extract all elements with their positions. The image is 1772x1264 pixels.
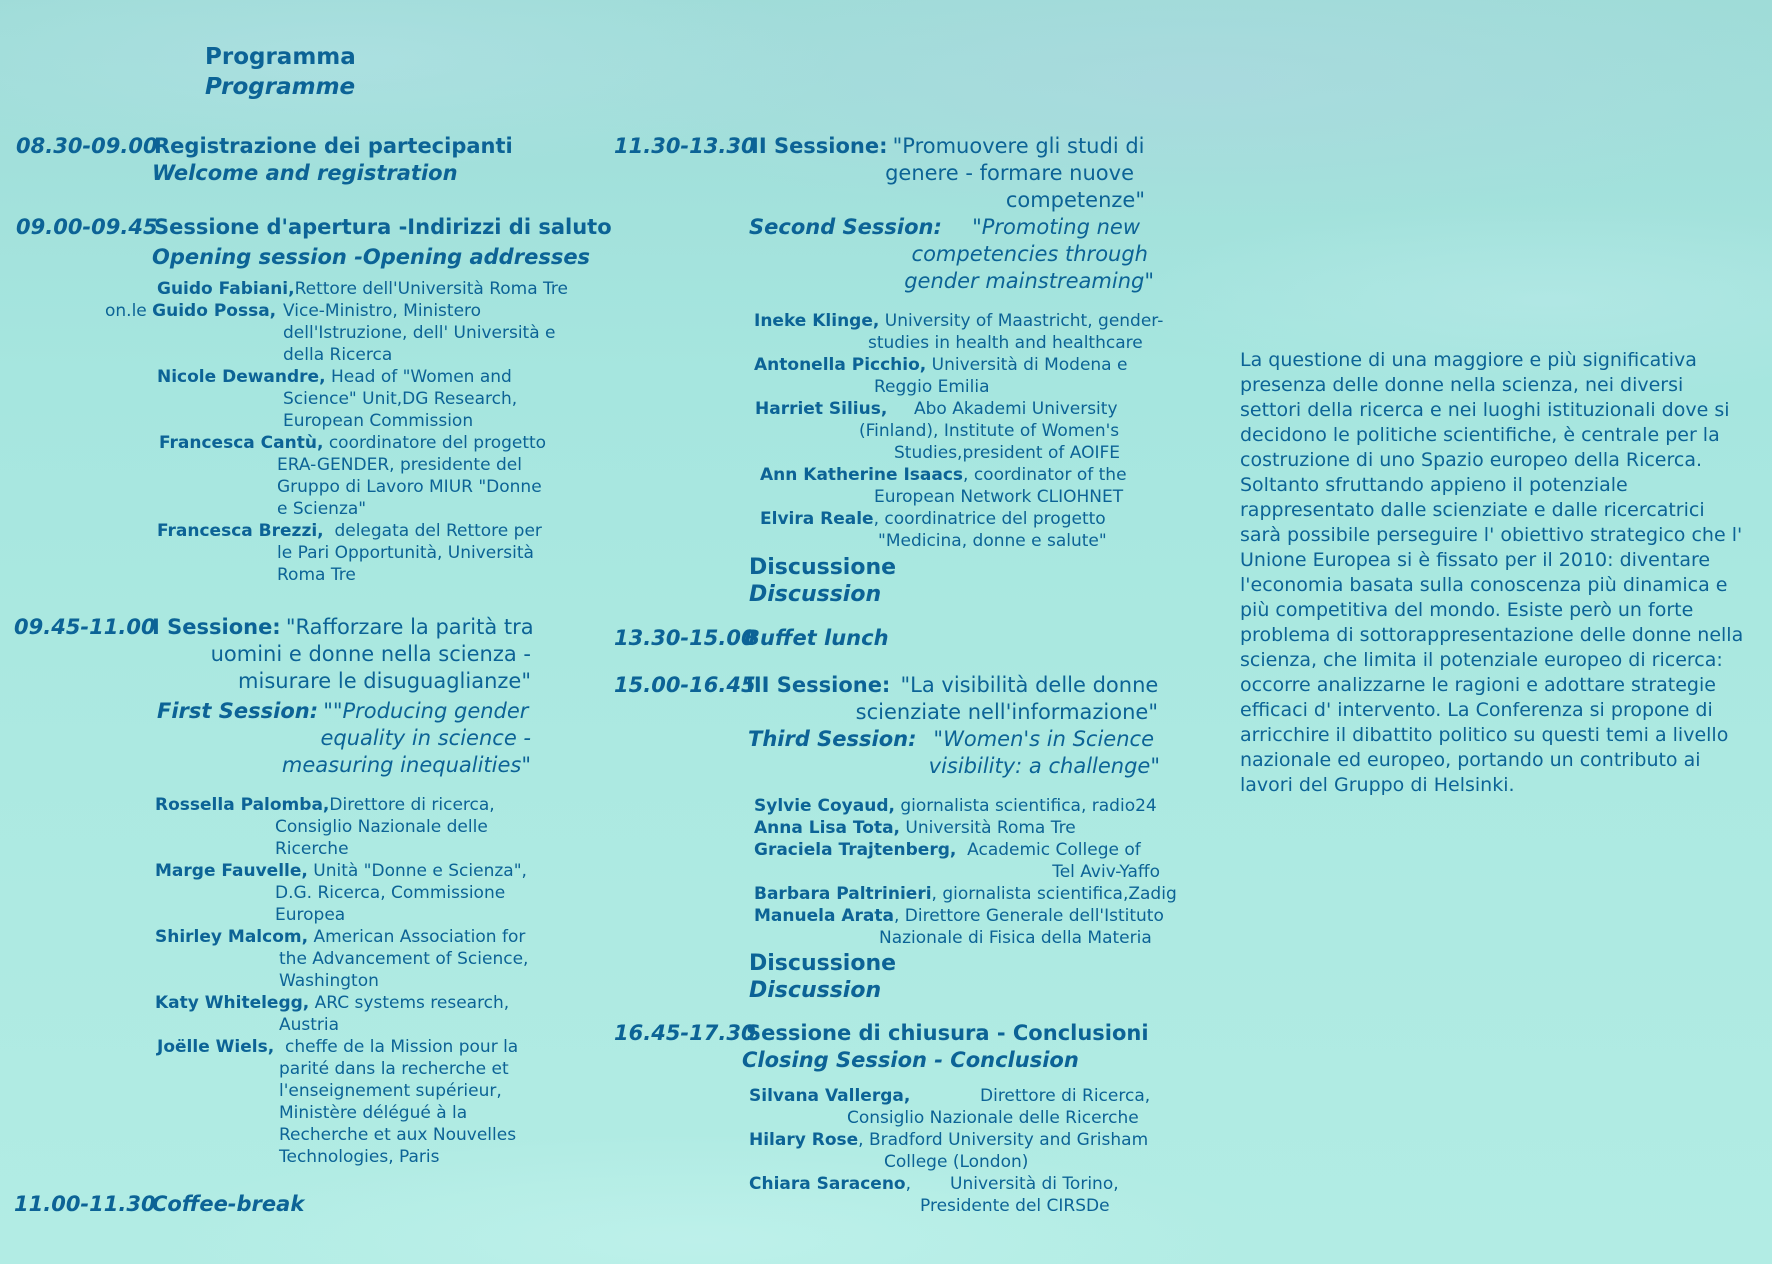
session-title-it-line: competenze" — [1005, 188, 1145, 212]
session-title-it-line: misurare le disuguaglianze" — [238, 669, 531, 693]
speaker-entry: on.le Guido Possa, — [105, 301, 277, 321]
speaker-entry: Barbara Paltrinieri, giornalista scientifica,Zadig — [754, 884, 1177, 904]
speaker-name: Joëlle Wiels, — [157, 1037, 275, 1057]
session-title-en: Closing Session - Conclusion — [742, 1048, 1079, 1072]
speaker-entry: Joëlle Wiels, cheffe de la Mission pour la — [157, 1037, 519, 1057]
session-heading-it — [746, 672, 1158, 699]
speaker-name: Francesca Brezzi, — [157, 521, 324, 541]
speaker-entry: Rossella Palomba,Direttore di ricerca, — [155, 795, 495, 815]
speaker-affiliation: (Finland), Institute of Women's — [859, 421, 1120, 441]
session-title-en-line: gender mainstreaming" — [904, 269, 1154, 293]
speaker-affiliation: Technologies, Paris — [279, 1147, 440, 1167]
session-label-it: I Sessione: — [152, 615, 281, 639]
speaker-affiliation: Washington — [279, 971, 379, 991]
speaker-affiliation: Roma Tre — [277, 565, 356, 585]
time-s5: 11.30-13.30 — [614, 134, 756, 158]
session-heading-it — [751, 133, 1145, 160]
speaker-affiliation: l'enseignement supérieur, — [279, 1081, 502, 1101]
speaker-affiliation: European Network CLIOHNET — [874, 487, 1124, 507]
speaker-name: Silvana Vallerga, — [749, 1086, 911, 1106]
speaker-affiliation: European Commission — [283, 411, 474, 431]
session-title-en: ""Producing gender — [323, 699, 529, 723]
session-label-en: First Session: — [157, 699, 319, 723]
session-label-it: III Sessione: — [746, 673, 891, 697]
speaker-entry: Shirley Malcom, American Association for — [155, 927, 526, 947]
speaker-name: Antonella Picchio, — [754, 355, 927, 375]
session-title-it-line: genere - formare nuove — [885, 161, 1134, 185]
session-title-it: "Promuovere gli studi di — [892, 134, 1145, 158]
speaker-entry: Ann Katherine Isaacs, coordinator of the — [760, 465, 1127, 485]
speaker-affiliation: e Scienza" — [277, 499, 367, 519]
speaker-name: Elvira Reale — [760, 509, 874, 529]
speaker-affiliation: the Advancement of Science, — [279, 949, 529, 969]
speaker-affiliation: Nazionale di Fisica della Materia — [879, 928, 1152, 948]
programme-title-it: Programma — [205, 44, 356, 70]
session-title-it: Sessione di chiusura - Conclusioni — [746, 1021, 1149, 1045]
speaker-entry: Manuela Arata, Direttore Generale dell'Istituto — [754, 906, 1164, 926]
speaker-affiliation: Ministère délégué à la — [279, 1103, 468, 1123]
speaker-entry: Sylvie Coyaud, giornalista scientifica, radio24 — [754, 796, 1157, 816]
speaker-affiliation: "Medicina, donne e salute" — [878, 531, 1107, 551]
speaker-affiliation: Tel Aviv-Yaffo — [1052, 862, 1160, 882]
speaker-entry: Antonella Picchio, Università di Modena e — [754, 355, 1128, 375]
speaker-name: Sylvie Coyaud, — [754, 796, 895, 816]
discussion-it: Discussione — [749, 951, 897, 976]
programme-title-en: Programme — [205, 74, 356, 100]
time-s3: 09.45-11.00 — [14, 615, 156, 639]
session-label-en: Third Session: — [748, 727, 917, 751]
speaker-affiliation: ERA-GENDER, presidente del — [277, 455, 522, 475]
speaker-affiliation: Presidente del CIRSDe — [920, 1196, 1110, 1216]
speaker-affiliation: le Pari Opportunità, Università — [277, 543, 534, 563]
session-label-it: II Sessione: — [751, 134, 888, 158]
speaker-affiliation: Consiglio Nazionale delle — [275, 817, 488, 837]
speaker-affiliation: College (London) — [884, 1152, 1029, 1172]
session-title-en-line: equality in science - — [320, 726, 531, 750]
speaker-name: Hilary Rose — [749, 1130, 859, 1150]
time-s8: 16.45-17.30 — [614, 1021, 756, 1045]
speaker-entry: Guido Fabiani,Rettore dell'Università Roma Tre — [157, 279, 568, 299]
speaker-name: Anna Lisa Tota, — [754, 818, 900, 838]
lunch-label: Buffet lunch — [744, 626, 889, 650]
speaker-entry: Elvira Reale, coordinatrice del progetto — [760, 509, 1106, 529]
speaker-affiliation: Direttore di Ricerca, — [980, 1086, 1151, 1106]
speaker-name: Rossella Palomba, — [155, 795, 330, 815]
speaker-name: Francesca Cantù, — [159, 433, 324, 453]
speaker-affiliation: studies in health and healthcare — [868, 333, 1143, 353]
speaker-entry: Anna Lisa Tota, Università Roma Tre — [754, 818, 1076, 838]
speaker-affiliation: parité dans la recherche et — [279, 1059, 509, 1079]
time-s6: 13.30-15.00 — [614, 626, 756, 650]
session-title-en-line: visibility: a challenge" — [928, 754, 1160, 778]
speaker-name: Shirley Malcom, — [155, 927, 309, 947]
session-heading-en — [157, 698, 528, 725]
speaker-entry: Graciela Trajtenberg, Academic College of — [754, 840, 1141, 860]
speaker-entry: Francesca Cantù, coordinatore del progetto — [159, 433, 547, 453]
speaker-affiliation: Austria — [279, 1015, 340, 1035]
speaker-affiliation: Recherche et aux Nouvelles — [279, 1125, 517, 1145]
speaker-affiliation: Vice-Ministro, Ministero — [283, 301, 482, 321]
session-title-en: Welcome and registration — [152, 161, 458, 185]
speaker-affiliation: Ricerche — [275, 839, 349, 859]
speaker-name: Guido Possa, — [152, 301, 277, 321]
session-label-en: Second Session: — [749, 215, 942, 239]
speaker-affiliation: Università di Torino, — [950, 1174, 1119, 1194]
speaker-name: Nicole Dewandre, — [157, 367, 326, 387]
speaker-affiliation: Studies,president of AOIFE — [894, 443, 1121, 463]
discussion-it: Discussione — [749, 555, 897, 580]
speaker-name: Barbara Paltrinieri — [754, 884, 932, 904]
speaker-entry: Hilary Rose, Bradford University and Grisham — [749, 1130, 1149, 1150]
speaker-entry: Francesca Brezzi, delegata del Rettore per — [157, 521, 542, 541]
session-title-it: Registrazione dei partecipanti — [154, 134, 513, 158]
session-title-it-line: uomini e donne nella scienza - — [210, 642, 531, 666]
session-title-en: "Promoting new — [972, 215, 1140, 239]
speaker-entry: Marge Fauvelle, Unità "Donne e Scienza", — [155, 861, 527, 881]
speaker-affiliation: della Ricerca — [283, 345, 393, 365]
speaker-name: Guido Fabiani, — [157, 279, 295, 299]
time-s7: 15.00-16.45 — [614, 673, 756, 697]
speaker-entry: Nicole Dewandre, Head of "Women and — [157, 367, 512, 387]
speaker-affiliation: Reggio Emilia — [874, 377, 990, 397]
session-heading-it — [152, 614, 534, 641]
speaker-affiliation: D.G. Ricerca, Commissione — [275, 883, 506, 903]
time-s1: 08.30-09.00 — [16, 134, 158, 158]
speaker-entry — [749, 1085, 910, 1107]
speaker-name: Katy Whitelegg, — [155, 993, 310, 1013]
session-title-it: Sessione d'apertura -Indirizzi di saluto — [154, 215, 612, 239]
speaker-affiliation: Science" Unit,DG Research, — [283, 389, 518, 409]
speaker-name: Graciela Trajtenberg, — [754, 840, 957, 860]
session-title-en-line: measuring inequalities" — [281, 753, 531, 777]
session-title-it: "Rafforzare la parità tra — [285, 615, 534, 639]
session-title-en: Opening session -Opening addresses — [152, 245, 591, 269]
speaker-entry: Katy Whitelegg, ARC systems research, — [155, 993, 510, 1013]
time-s2: 09.00-09.45 — [16, 215, 158, 239]
speaker-affiliation: Abo Akademi University — [914, 399, 1118, 419]
conference-intro-paragraph: La questione di una maggiore e più significativa presenza delle donne nella scienza, nei diversi settori della ricerca e nei luoghi istituzionali dove si decidono le politiche scientifiche, è centrale per la costruzione di uno Spazio europeo della Ricerca. Soltanto sfruttando appieno il potenziale rappresentato dalle scienziate e dalle ricercatrici sarà possibile perseguire l' obiettivo strategico che l' Unione Europea si è fissato per il 2010: diventare l'economia basata sulla conoscenza più dinamica e più competitiva del mondo. Esiste però un forte problema di sottorappresentazione delle donne nella scienza, che limita il potenziale europeo di ricerca: occorre analizzarne le ragioni e adottare strategie efficaci d' intervento. La Conferenza si propone di arricchire il dibattito politico su questi temi a livello nazionale ed europeo, portando un contributo ai lavori del Gruppo di Helsinki. — [1240, 349, 1744, 796]
speaker-name: Chiara Saraceno — [749, 1174, 906, 1194]
session-title-it: "La visibilità delle donne — [900, 673, 1159, 697]
session-title-en-line: competencies through — [911, 242, 1148, 266]
speaker-name: Ann Katherine Isaacs — [760, 465, 964, 485]
speaker-affiliation: dell'Istruzione, dell' Università e — [283, 323, 556, 343]
speaker-name: Manuela Arata — [754, 906, 894, 926]
session-title-en: "Women's in Science — [933, 727, 1154, 751]
speaker-name: Harriet Silius, — [755, 399, 888, 419]
speaker-affiliation: Europea — [275, 905, 346, 925]
speaker-entry — [755, 398, 887, 420]
speaker-name: Ineke Klinge, — [754, 311, 880, 331]
speaker-entry: Chiara Saraceno, — [749, 1174, 912, 1194]
time-s4: 11.00-11.30 — [14, 1192, 156, 1216]
speaker-name: Marge Fauvelle, — [155, 861, 308, 881]
speaker-entry: Ineke Klinge, University of Maastricht, gender- — [754, 311, 1164, 331]
session-title-it-line: scienziate nell'informazione" — [855, 700, 1158, 724]
speaker-affiliation: Gruppo di Lavoro MIUR "Donne — [277, 477, 542, 497]
break-label: Coffee-break — [152, 1192, 305, 1216]
discussion-en: Discussion — [749, 978, 882, 1003]
speaker-affiliation: Consiglio Nazionale delle Ricerche — [847, 1108, 1139, 1128]
discussion-en: Discussion — [749, 582, 882, 607]
